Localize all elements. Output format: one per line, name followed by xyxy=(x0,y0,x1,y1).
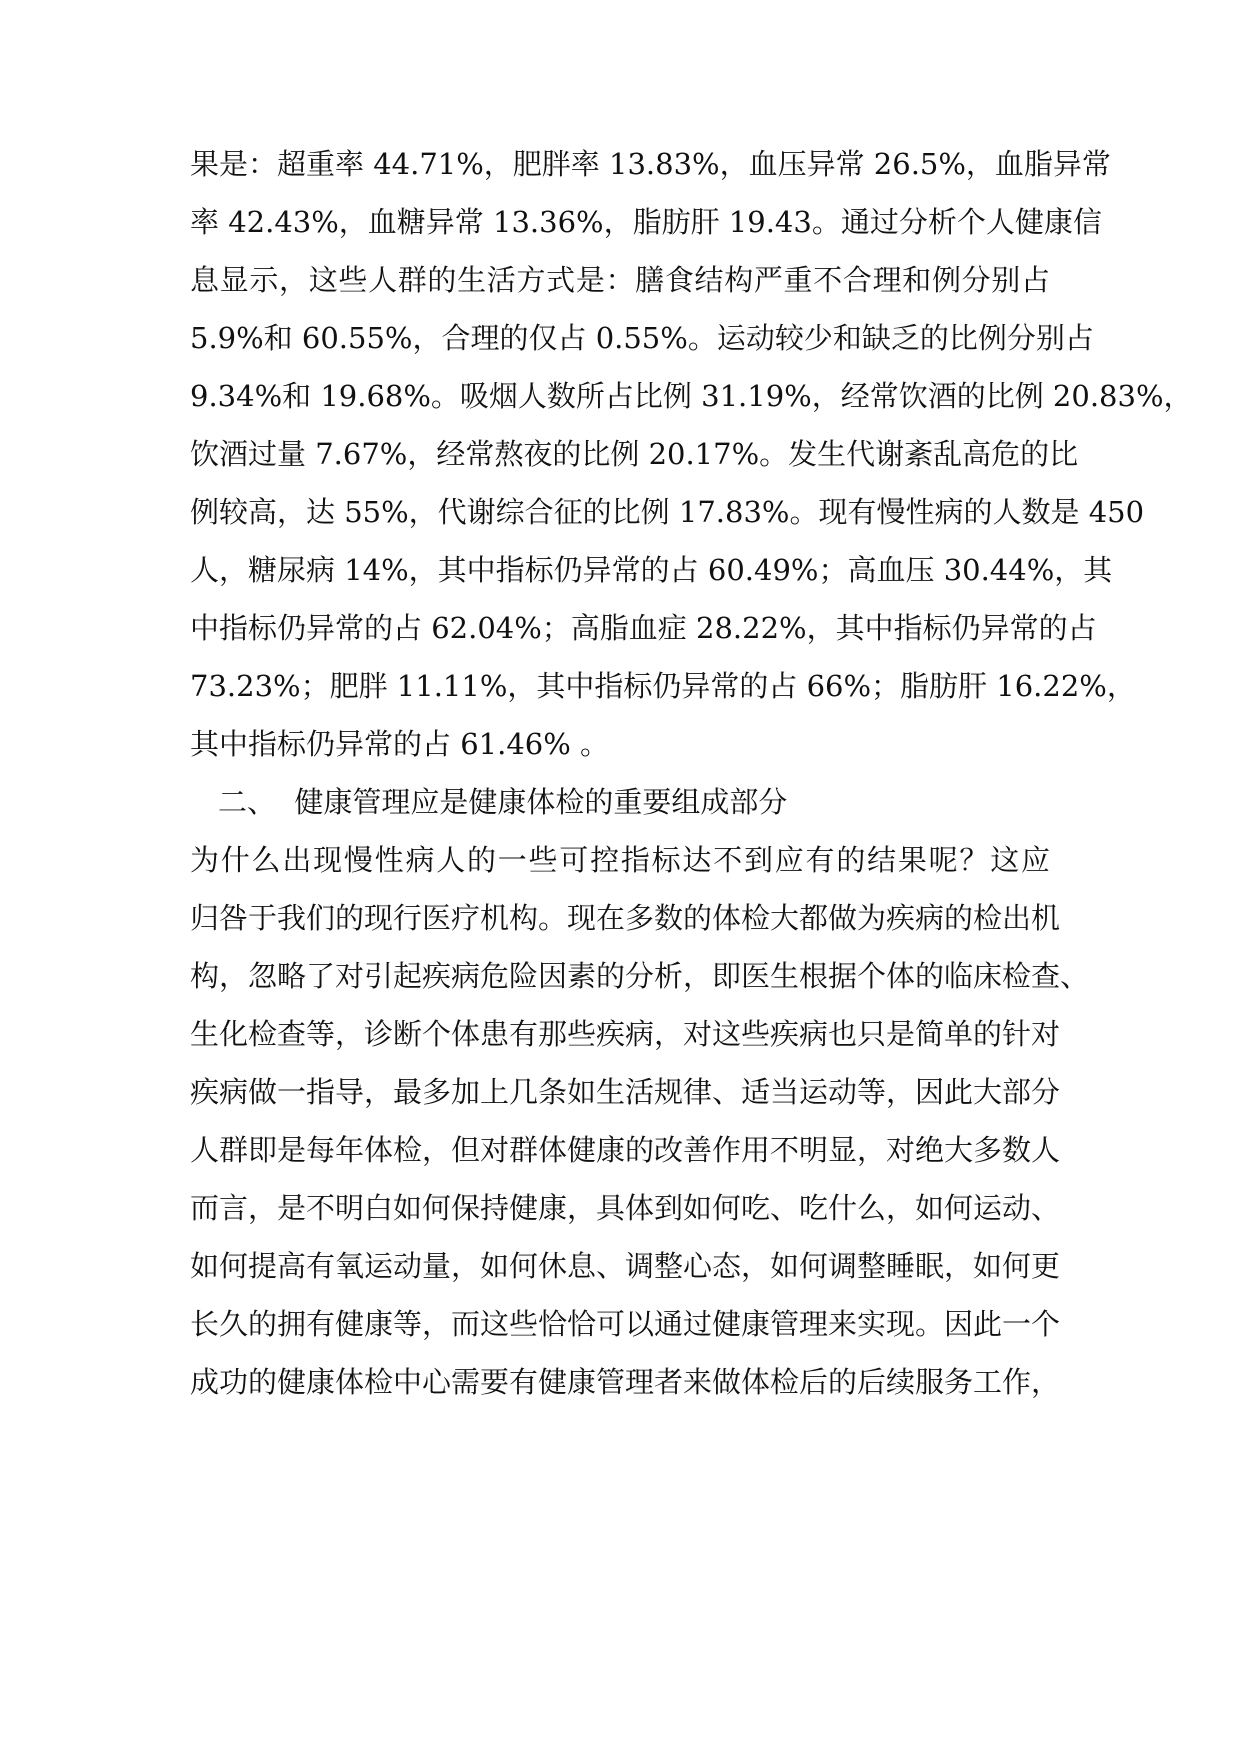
paragraph2-line-7: 而言，是不明白如何保持健康，具体到如何吃、吃什么，如何运动、 xyxy=(190,1191,1061,1225)
paragraph2-line-3: 构，忽略了对引起疾病危险因素的分析，即医生根据个体的临床检查、 xyxy=(190,959,1090,993)
paragraph1-line-7: 例较高，达 55%，代谢综合征的比例 17.83%。现有慢性病的人数是 450 xyxy=(190,495,1145,529)
paragraph1-line-2: 率 42.43%，血糖异常 13.36%，脂肪肝 19.43。通过分析个人健康信 xyxy=(190,205,1102,239)
paragraph2-line-5: 疾病做一指导，最多加上几条如生活规律、适当运动等，因此大部分 xyxy=(190,1075,1061,1109)
paragraph1-line-4: 5.9%和 60.55%，合理的仅占 0.55%。运动较少和缺乏的比例分别占 xyxy=(190,321,1094,355)
paragraph2-line-9: 长久的拥有健康等，而这些恰恰可以通过健康管理来实现。因此一个 xyxy=(190,1307,1061,1341)
section-heading: 二、 健康管理应是健康体检的重要组成部分 xyxy=(218,785,788,819)
paragraph1-line-10: 73.23%；肥胖 11.11%，其中指标仍异常的占 66%；脂肪肝 16.22%， xyxy=(190,669,1136,703)
paragraph2-line-4: 生化检查等，诊断个体患有那些疾病，对这些疾病也只是简单的针对 xyxy=(190,1017,1061,1051)
paragraph2-line-10: 成功的健康体检中心需要有健康管理者来做体检后的后续服务工作， xyxy=(190,1365,1061,1399)
paragraph2-line-8: 如何提高有氧运动量，如何休息、调整心态，如何调整睡眠，如何更 xyxy=(190,1249,1061,1283)
paragraph1-line-8: 人，糖尿病 14%，其中指标仍异常的占 60.49%；高血压 30.44%，其 xyxy=(190,553,1113,587)
paragraph2-line-1: 为什么出现慢性病人的一些可控指标达不到应有的结果呢？这应 xyxy=(190,843,1050,877)
paragraph1-line-3: 息显示，这些人群的生活方式是：膳食结构严重不合理和例分别占 xyxy=(190,263,1050,297)
paragraph1-line-11: 其中指标仍异常的占 61.46% 。 xyxy=(190,727,610,761)
paragraph2-line-2: 归咎于我们的现行医疗机构。现在多数的体检大都做为疾病的检出机 xyxy=(190,901,1061,935)
paragraph2-line-6: 人群即是每年体检，但对群体健康的改善作用不明显，对绝大多数人 xyxy=(190,1133,1061,1167)
paragraph1-line-9: 中指标仍异常的占 62.04%；高脂血症 28.22%，其中指标仍异常的占 xyxy=(190,611,1097,645)
paragraph1-line-5: 9.34%和 19.68%。吸烟人数所占比例 31.19%，经常饮酒的比例 20.83%， xyxy=(190,379,1193,413)
paragraph1-line-6: 饮酒过量 7.67%，经常熬夜的比例 20.17%。发生代谢紊乱高危的比 xyxy=(190,437,1079,471)
paragraph1-line-1: 果是：超重率 44.71%，肥胖率 13.83%，血压异常 26.5%，血脂异常 xyxy=(190,147,1111,181)
